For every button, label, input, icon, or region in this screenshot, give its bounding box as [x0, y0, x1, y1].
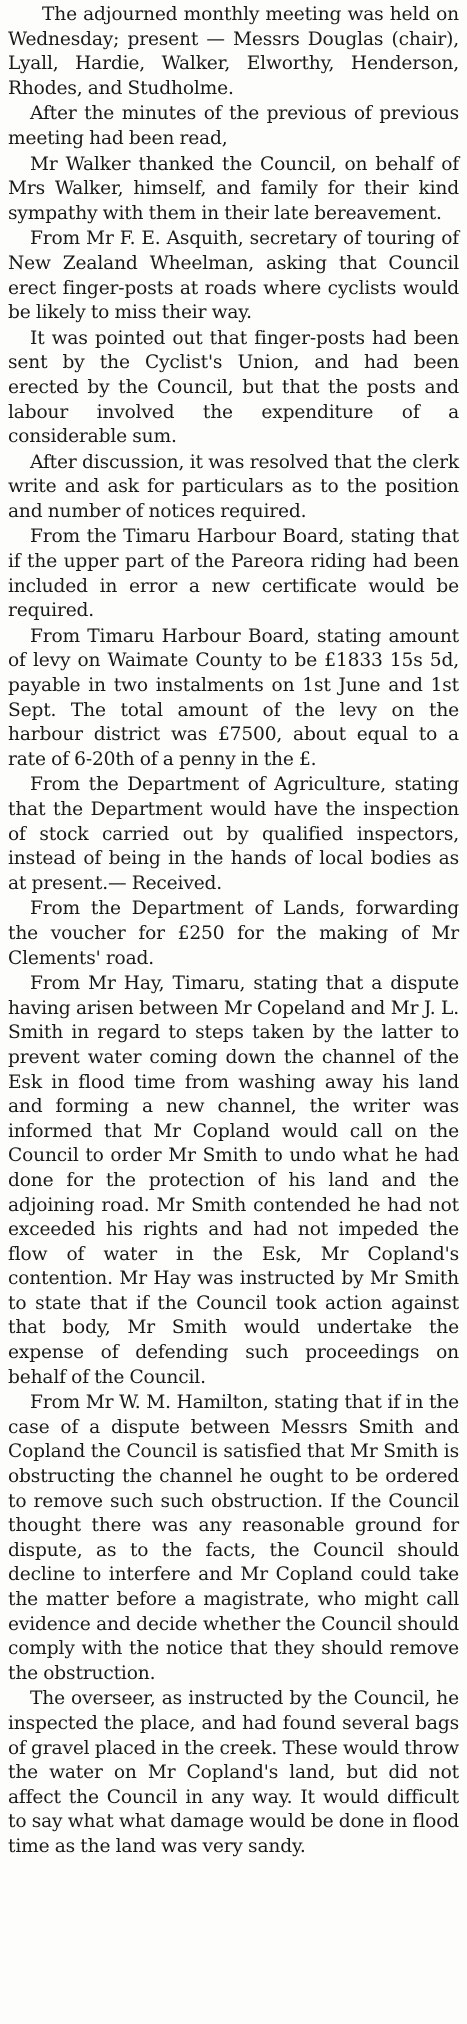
paragraph-harbour-board-certificate: From the Timaru Harbour Board, stating that if the upper part of the Pareora riding had been included in error a new certificate would be required.: [8, 526, 459, 622]
paragraph-attendance: The adjourned monthly meeting was held on Wednesday; present — Messrs Douglas (chair), Lyall, Hardie, Walker, Elworthy, Henderson, Rhodes, and Studholme.: [8, 4, 459, 99]
paragraph-minutes: After the minutes of the previous of previous meeting had been read,: [8, 103, 459, 149]
paragraph-hamilton-letter: From Mr W. M. Hamilton, stating that if in the case of a dispute between Messrs Smith and Copland the Council is satisfied that Mr Smith is obstructing the channel he ought to be ordered to remove such such obstruction. If the Council thought there was any reasonable ground for dispute, as to the facts, the Council should decline to interfere and Mr Copland could take the matter before a magistrate, who might call evidence and decide whether the Council should comply with the notice that they should remove the obstruction.: [8, 1392, 459, 1684]
paragraph-harbour-board-levy: From Timaru Harbour Board, stating amount of levy on Waimate County to be £1833 15s 5d, payable in two instalments on 1st June and 1st Sept. The total amount of the levy on the harbour district was £7500, about equal to a rate of 6-20th of a penny in the £.: [8, 625, 459, 770]
paragraph-finger-posts: It was pointed out that finger-posts had been sent by the Cyclist's Union, and had been erected by the Council, but that the posts and labour involved the expenditure of a considerable sum.: [8, 327, 459, 448]
council-meeting-report: [8, 3, 459, 1861]
paragraph-overseer-report: The overseer, as instructed by the Council, he inspected the place, and had found several bags of gravel placed in the creek. These would throw the water on Mr Copland's land, but did not affect the Council in any way. It would difficult to say what what damage would be done in flood time as the land was very sandy.: [8, 1688, 459, 1857]
paragraph-resolution: After discussion, it was resolved that the clerk write and ask for particulars as to the position and number of notices required.: [8, 451, 459, 522]
paragraph-walker-thanks: Mr Walker thanked the Council, on behalf of Mrs Walker, himself, and family for their kind sympathy with them in their late bereavement.: [8, 153, 459, 224]
paragraph-lands-voucher: From the Department of Lands, forwarding the voucher for £250 for the making of Mr Clements' road.: [8, 898, 459, 969]
paragraph-asquith-letter: From Mr F. E. Asquith, secretary of touring of New Zealand Wheelman, asking that Council erect finger-posts at roads where cyclists would be likely to miss their way.: [8, 228, 459, 324]
paragraph-hay-letter: From Mr Hay, Timaru, stating that a dispute having arisen between Mr Copeland and Mr J. L. Smith in regard to steps taken by the latter to prevent water coming down the channel of the Esk in flood time from washing away his land and forming a new channel, the writer was informed that Mr Copland would call on the Council to order Mr Smith to undo what he had done for the protection of his land and the adjoining road. Mr Smith contended he had not exceeded his rights and had not impeded the flow of water in the Esk, Mr Copland's contention. Mr Hay was instructed by Mr Smith to state that if the Council took action against that body, Mr Smith would undertake the expense of defending such proceedings on behalf of the Council.: [8, 973, 459, 1388]
paragraph-agriculture: From the Department of Agriculture, stating that the Department would have the inspection of stock carried out by qualified inspectors, instead of being in the hands of local bodies as at present.— Received.: [8, 774, 459, 894]
